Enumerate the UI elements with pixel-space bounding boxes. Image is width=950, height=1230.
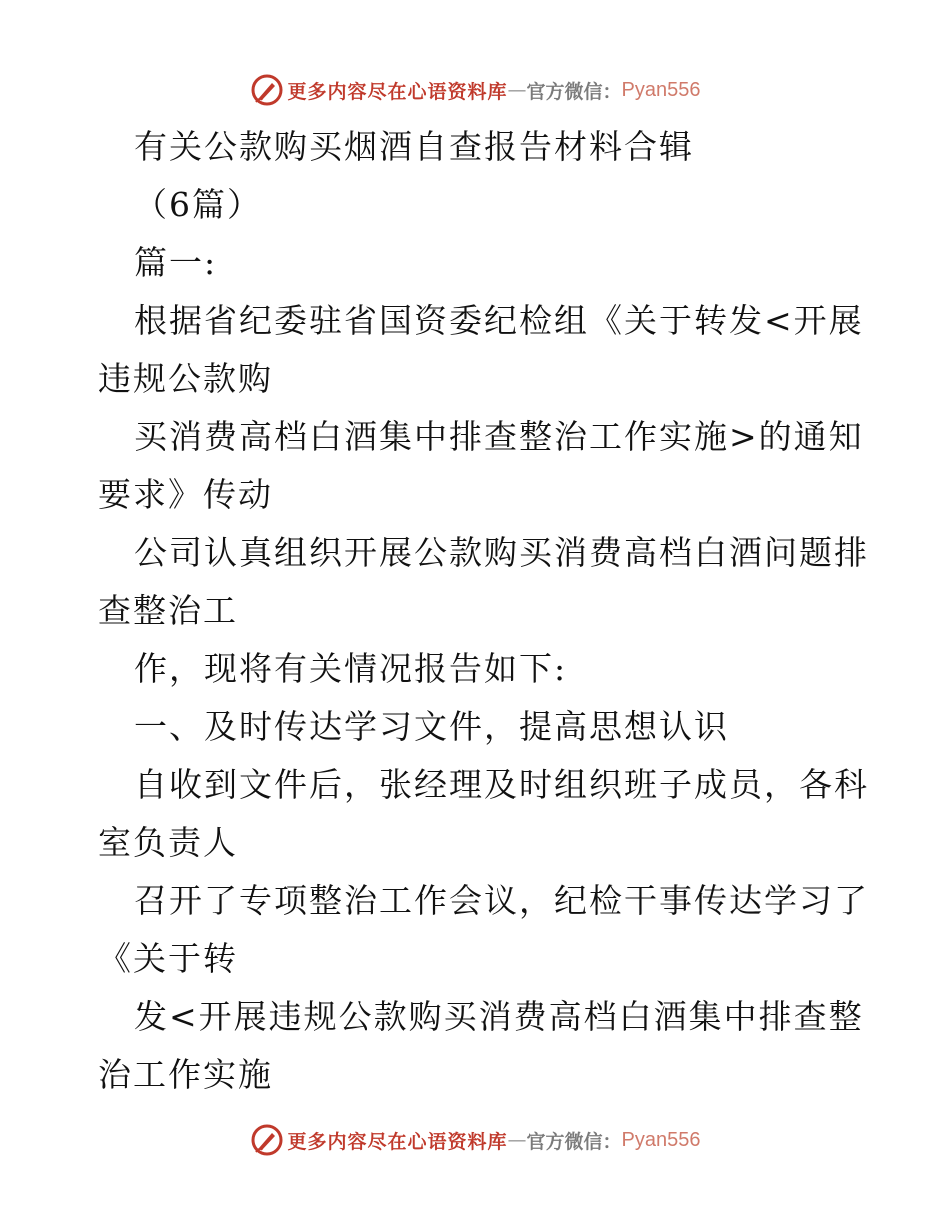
text-line: （6篇） [134,185,262,224]
text-line: 召开了专项整治工作会议，纪检干事传达学习了 [134,881,869,920]
text-line: 发<开展违规公款购买消费高档白酒集中排查整 [134,997,864,1036]
text-line: 根据省纪委驻省国资委纪检组《关于转发<开展 [134,301,864,340]
banner-wechat-id: Pyan556 [621,78,701,101]
text-line: 公司认真组织开展公款购买消费高档白酒问题排 [134,533,869,572]
text-line: 作，现将有关情况报告如下: [134,649,568,688]
banner-dash: — [507,79,527,101]
text-line: 室负责人 [98,823,238,862]
text-line: 一、及时传达学习文件，提高思想认识 [134,707,729,746]
text-line: 自收到文件后，张经理及时组织班子成员，各科 [134,765,869,804]
banner-wechat-label: 官方微信： [526,80,622,103]
document-body [98,118,869,1104]
header-banner [0,70,950,110]
banner-text: 更多内容尽在心语资料库 [287,1130,508,1153]
text-line: 《关于转 [98,939,238,978]
footer-banner [0,1120,950,1160]
text-line: 篇一: [134,243,218,282]
pen-seal-logo-icon [250,73,284,107]
pen-seal-logo-icon [250,1123,284,1157]
banner-dash: — [507,1129,527,1151]
text-line: 买消费高档白酒集中排查整治工作实施>的通知 [134,417,864,456]
banner-wechat-id: Pyan556 [621,1128,701,1151]
banner-wechat-label: 官方微信： [526,1130,622,1153]
banner-text: 更多内容尽在心语资料库 [287,80,508,103]
text-line: 要求》传动 [98,475,273,514]
text-line: 查整治工 [98,591,238,630]
text-line: 有关公款购买烟酒自查报告材料合辑 [134,127,694,166]
text-line: 违规公款购 [98,359,273,398]
text-line: 治工作实施 [98,1055,273,1094]
